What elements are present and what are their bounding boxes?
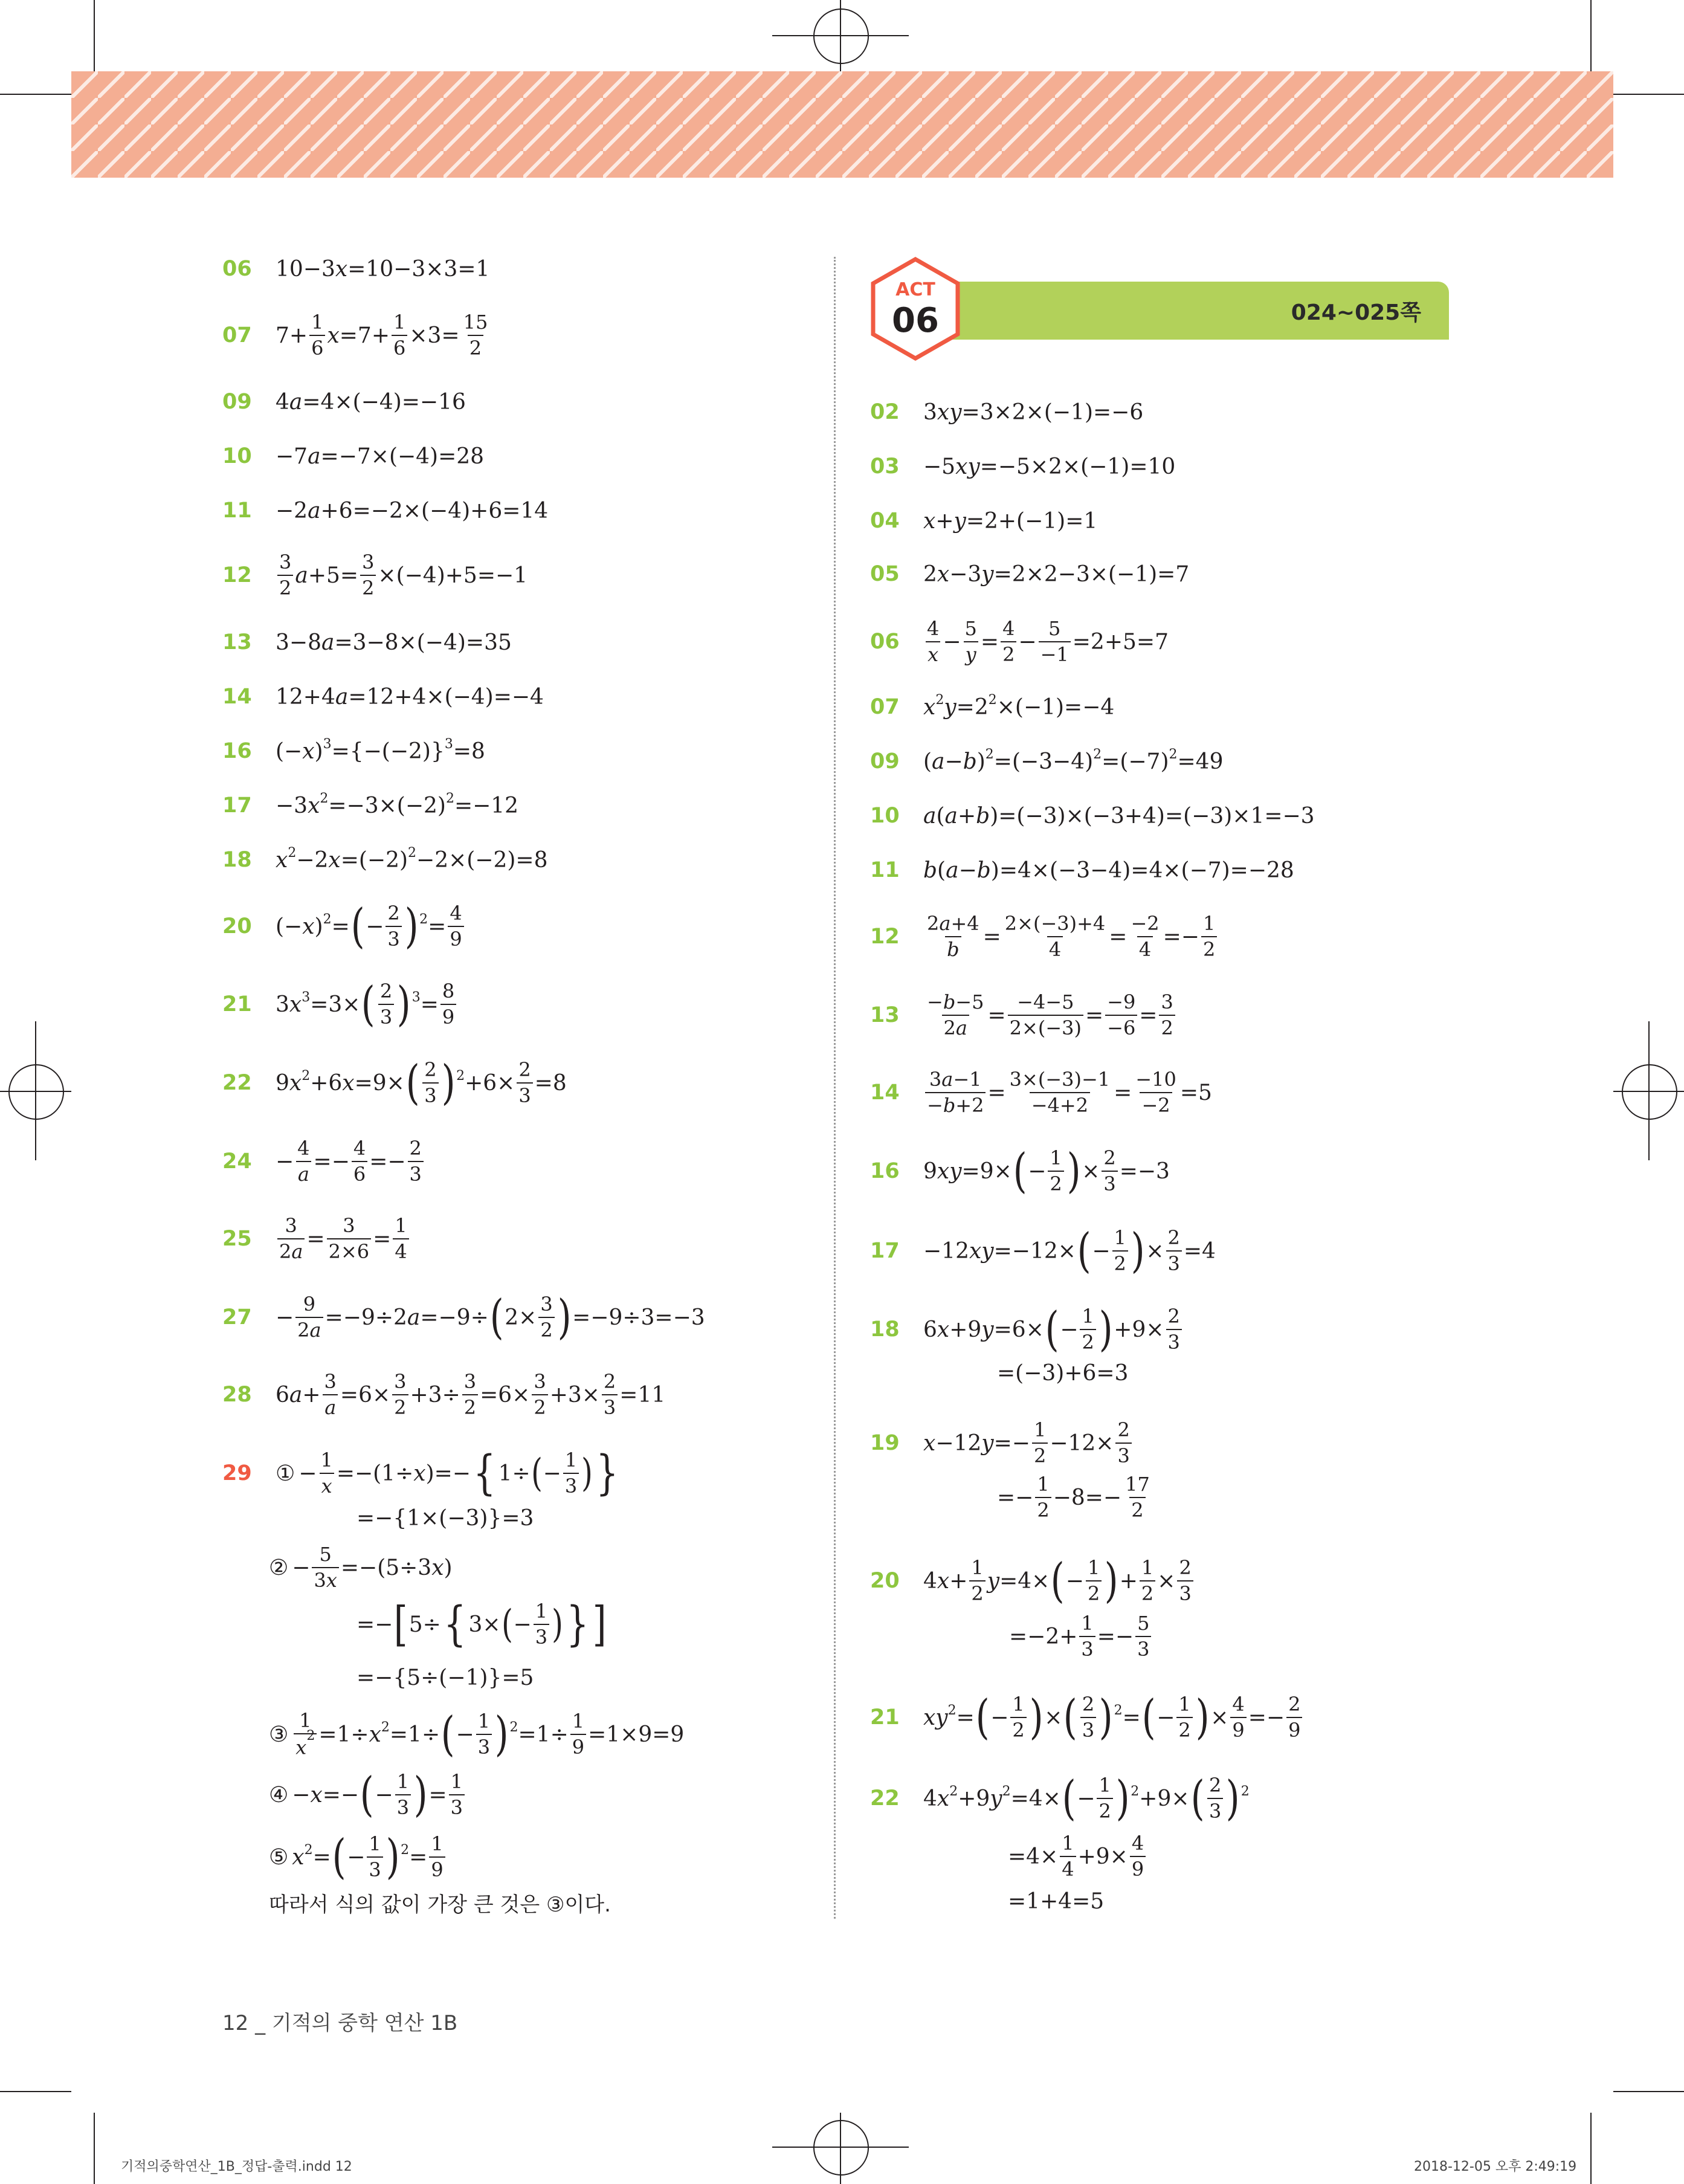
equation-line: ③ $\frac{1}{x^2}$ =1÷ x 2 =1÷ ( − $\frac{1}{3}$ ) 2 =1÷ $\frac{1}{9}$ =1×9=9	[269, 1707, 685, 1762]
answer-item: 07 7+ $\frac{1}{6}$ x =7+ $\frac{1}{6}$ ×3= $\frac{15}{2}$	[222, 310, 488, 360]
crop-mark	[1613, 2091, 1684, 2092]
answer-item: 22 4 x 2 +9 y 2 =4× ( − $\frac{1}{2}$ ) 2 +9× ( $\frac{2}{3}$ ) 2	[870, 1771, 1250, 1826]
answer-item: 03 −5 xy =−5×2×(−1)=10	[870, 454, 1176, 479]
answer-item: 11 b ( a − b )=4×(−3−4)=4×(−7)=−28	[870, 858, 1294, 883]
answer-item: 13 3−8 a =3−8×(−4)=35	[222, 630, 512, 655]
answer-item: 04 x + y =2+(−1)=1	[870, 508, 1098, 534]
act-label: ACT	[895, 279, 935, 300]
header-pattern-band	[71, 71, 1613, 178]
answer-item: 10 −7 a =−7×(−4)=28	[222, 444, 485, 469]
act-number: 06	[892, 301, 939, 340]
answer-item: 11 −2 a +6=−2×(−4)+6=14	[222, 498, 549, 523]
equation-continuation: =4× $\frac{1}{4}$ +9× $\frac{4}{9}$	[1008, 1814, 1147, 1899]
equation-continuation: =− [ 5÷ { 3× ( − $\frac{1}{3}$ ) } ]	[356, 1597, 607, 1652]
equation-continuation: =1+4=5	[1008, 1888, 1105, 1914]
crop-mark	[0, 2091, 71, 2092]
answer-item: 16 9 xy =9× ( − $\frac{1}{2}$ ) × $\frac{2}{3}$ =−3	[870, 1144, 1170, 1198]
crop-mark	[94, 0, 95, 71]
crop-mark	[94, 2113, 95, 2184]
equation-continuation: =−2+ $\frac{1}{3}$ =− $\frac{5}{3}$	[1009, 1594, 1153, 1679]
answer-item: 06 10−3 x =10−3×3=1	[222, 256, 490, 282]
answer-item: 14 $\frac{3a-1}{-b+2}$ = $\frac{3\times(-3)-1}{-4+2}$ = $\frac{-10}{-2}$ =5	[870, 1067, 1212, 1117]
answer-item: 07 x 2 y =2 2 ×(−1)=−4	[870, 692, 1115, 720]
registration-circle	[1622, 1064, 1677, 1120]
equation-continuation: =−{5÷(−1)}=5	[356, 1665, 534, 1690]
book-title: 기적의 중학 연산 1B	[271, 2011, 458, 2035]
page-number: 12	[222, 2011, 249, 2035]
answer-item: 06 $\frac{4}{x}$ − $\frac{5}{y}$ = $\frac{4}{2}$ − $\frac{5}{-1}$ =2+5=7	[870, 616, 1169, 666]
page-footer	[222, 2006, 457, 2036]
answer-item: 09 ( a − b ) 2 =(−3−4) 2 =(−7) 2 =49	[870, 746, 1224, 774]
answer-item: 22 9 x 2 +6 x =9× ( $\frac{2}{3}$ ) 2 +6× $\frac{2}{3}$ =8	[222, 1056, 567, 1110]
conclusion-text: 따라서 식의 값이 가장 큰 것은 ③이다.	[269, 1892, 611, 1917]
answer-item: 24 − $\frac{4}{a}$ =− $\frac{4}{6}$ =− $\frac{2}{3}$	[222, 1119, 425, 1204]
registration-circle	[813, 2120, 869, 2176]
answer-item: 10 a ( a + b )=(−3)×(−3+4)=(−3)×1=−3	[870, 803, 1315, 829]
equation-continuation: =(−3)+6=3	[997, 1360, 1129, 1386]
registration-circle	[8, 1064, 64, 1120]
answer-item: 19 x −12 y =− $\frac{1}{2}$ −12× $\frac{2}{3}$	[870, 1401, 1134, 1485]
answer-item: 14 12+4 a =12+4×(−4)=−4	[222, 684, 544, 709]
equation-line: ⑤ x 2 = ( − $\frac{1}{3}$ ) 2 = $\frac{1}{9}$	[269, 1815, 447, 1899]
answer-item: 20 4 x + $\frac{1}{2}$ y =4× ( − $\frac{1}{2}$ ) + $\frac{1}{2}$ × $\frac{2}{3}$	[870, 1539, 1195, 1623]
footer-separator: _	[255, 2011, 266, 2035]
answer-item: 02 3 xy =3×2×(−1)=−6	[870, 399, 1144, 425]
answer-item: 09 4 a =4×(−4)=−16	[222, 389, 466, 415]
answer-item: 27 − $\frac{9}{2a}$ =−9÷2 a =−9÷ ( 2× $\frac{3}{2}$ ) =−9÷3=−3	[222, 1290, 705, 1345]
crop-mark	[1590, 2113, 1592, 2184]
answer-item: 21 3 x 3 =3× ( $\frac{2}{3}$ ) 3 = $\frac{8}{9}$	[222, 962, 458, 1047]
answer-item: 17 −12 xy =−12× ( − $\frac{1}{2}$ ) × $\frac{2}{3}$ =4	[870, 1224, 1216, 1278]
crop-mark	[0, 94, 71, 95]
equation-line: ② − $\frac{5}{3x}$ =−(5÷3 x )	[269, 1542, 453, 1592]
crop-mark	[1590, 0, 1592, 71]
equation-continuation: =− $\frac{1}{2}$ −8=− $\frac{17}{2}$	[997, 1472, 1150, 1522]
equation-line: ④ − x =− ( − $\frac{1}{3}$ ) = $\frac{1}{3}$	[269, 1753, 466, 1837]
column-divider	[834, 257, 836, 1919]
answer-item: 05 2 x −3 y =2×2−3×(−1)=7	[870, 561, 1190, 587]
answer-item: 13 $\frac{-b-5}{2a}$ = $\frac{-4-5}{2\times(-3)}$ = $\frac{-9}{-6}$ = $\frac{3}{2}$	[870, 973, 1177, 1058]
answer-item: 12 $\frac{2a+4}{b}$ = $\frac{2\times(-3)+4}{4}$ = $\frac{-2}{4}$ =− $\frac{1}{2}$	[870, 894, 1219, 979]
answer-item: 18 6 x +9 y =6× ( − $\frac{1}{2}$ ) +9× $\frac{2}{3}$	[870, 1287, 1184, 1372]
act-header-bar	[943, 282, 1449, 340]
answer-item: 17 −3 x 2 =−3×(−2) 2 =−12	[222, 790, 519, 818]
answer-item: 18 x 2 −2 x =(−2) 2 −2×(−2)=8	[222, 845, 548, 873]
page-range: 024~025쪽	[1291, 300, 1421, 325]
crop-mark	[1613, 94, 1684, 95]
answer-item: 16 (− x ) 3 ={−(−2)} 3 =8	[222, 736, 485, 764]
answer-item: 29 ① − $\frac{1}{x}$ =−(1÷ x )=− { 1÷ ( − $\frac{1}{3}$ ) }	[222, 1446, 619, 1501]
answer-item: 21 xy 2 = ( − $\frac{1}{2}$ ) × ( $\frac{2}{3}$ ) 2 = ( − $\frac{1}{2}$ ) × $\frac{4}{9}$ =− $\frac{2}{9}$	[870, 1675, 1304, 1760]
answer-item: 25 $\frac{3}{2a}$ = $\frac{3}{2\times 6}$ = $\frac{1}{4}$	[222, 1197, 411, 1281]
print-slug-date: 2018-12-05 오후 2:49:19	[1414, 2159, 1577, 2174]
equation-continuation: =−{1×(−3)}=3	[356, 1505, 534, 1531]
print-slug-file: 기적의중학연산_1B_정답-출력.indd 12	[121, 2159, 352, 2174]
answer-item: 12 $\frac{3}{2}$ a +5= $\frac{3}{2}$ ×(−4)+5=−1	[222, 550, 528, 599]
answer-item: 28 6 a + $\frac{3}{a}$ =6× $\frac{3}{2}$ +3÷ $\frac{3}{2}$ =6× $\frac{3}{2}$ +3× $\frac{2}{3}$ =11	[222, 1369, 666, 1419]
answer-item: 20 (− x ) 2 = ( − $\frac{2}{3}$ ) 2 = $\frac{4}{9}$	[222, 884, 466, 969]
registration-circle	[813, 8, 869, 64]
